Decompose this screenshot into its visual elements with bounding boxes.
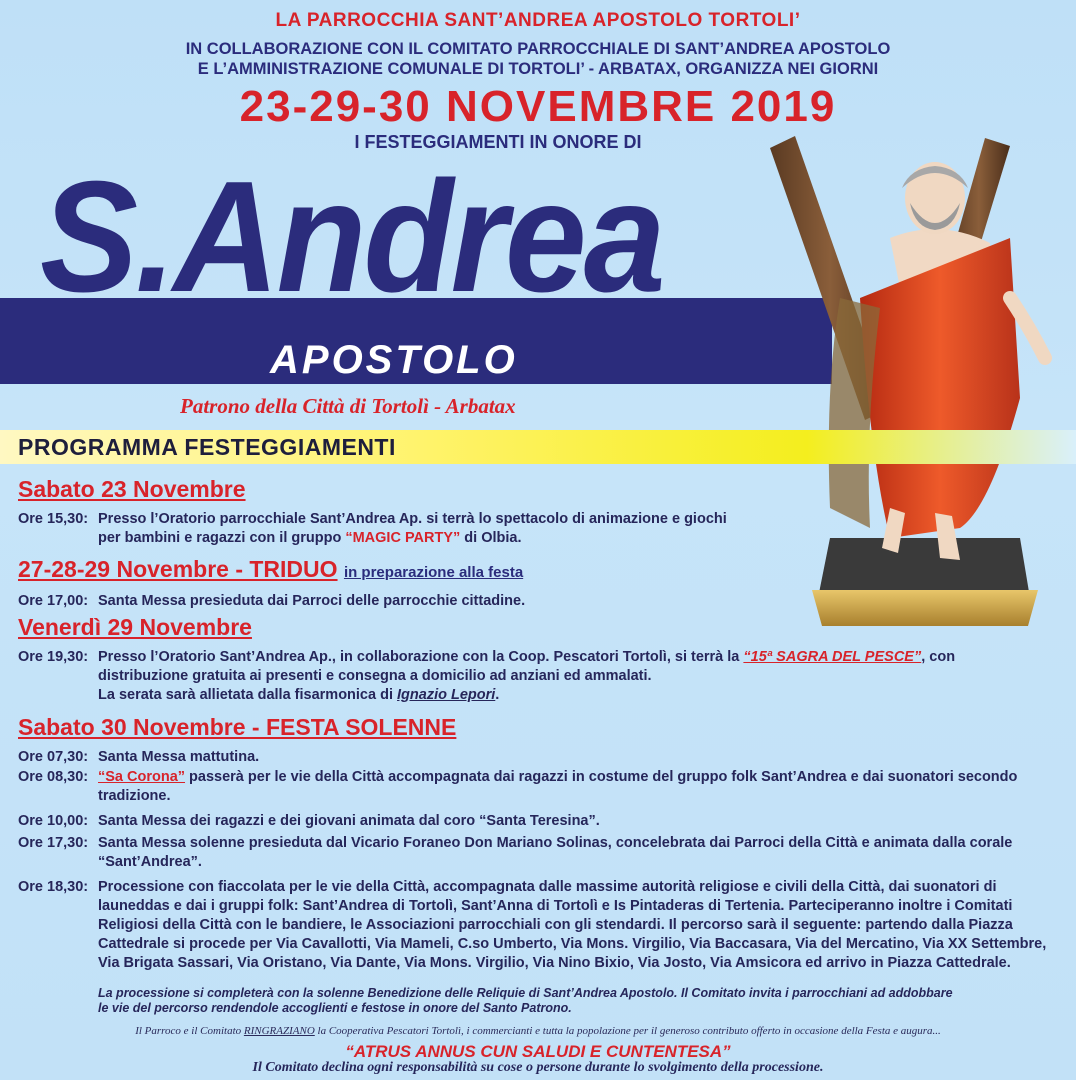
magic-party-highlight: “MAGIC PARTY”: [345, 530, 461, 546]
event-row-1730: [18, 834, 1048, 872]
event-time: Ore 07,30:: [18, 749, 89, 765]
event-time: Ore 17,00:: [18, 593, 89, 609]
section-title-sat23: Sabato 23 Novembre: [18, 476, 246, 502]
event-text: Santa Messa dei ragazzi e dei giovani animata dal coro “Santa Teresina”.: [98, 813, 600, 829]
disclaimer: Il Comitato declina ogni responsabilità su cose o persone durante lo svolgimento della processione.: [252, 1060, 824, 1075]
event-text: “Sa Corona” passerà per le vie della Città accompagnata dai ragazzi in costume del gruppo folk Sant’Andrea e dai suonatori secondo tradizione.: [98, 769, 1018, 804]
patron-line: Patrono della Città di Tortolì - Arbatax: [180, 394, 516, 418]
event-row-1530: [18, 510, 1048, 548]
event-row-1930: [18, 648, 1048, 705]
saint-subtitle: APOSTOLO: [270, 338, 518, 382]
sa-corona-highlight: “Sa Corona”: [98, 769, 186, 785]
event-row-0730: [18, 748, 1048, 767]
thanks-line: Il Parroco e il Comitato RINGRAZIANO la Cooperativa Pescatori Tortolì, i commercianti e tutta la popolazione per il generoso contributo offerto in occasione della Festa e augura...: [135, 1025, 941, 1037]
sagra-highlight: “15ª SAGRA DEL PESCE”: [743, 649, 922, 665]
event-time: Ore 18,30:: [18, 879, 89, 895]
section-title-fri29: Venerdì 29 Novembre: [18, 614, 252, 640]
motto: “ATRUS ANNUS CUN SALUDI E CUNTENTESA”: [345, 1042, 731, 1061]
event-row-1830: [18, 878, 1048, 973]
event-time: Ore 08,30:: [18, 769, 89, 785]
triduo-suffix: in preparazione alla festa: [343, 564, 524, 581]
program-heading: PROGRAMMA FESTEGGIAMENTI: [18, 434, 396, 460]
event-time: Ore 17,30:: [18, 835, 89, 851]
event-text: Processione con fiaccolata per le vie della Città, accompagnata dalle massime autorità religiose e civili della Città, dai suonatori di launeddas e dai i gruppi folk: Sant’Andrea di Tortolì, Sant’Anna di Tortolì e Is Pintaderas di Tertenia. Parteciperanno inoltre i Comitati Religiosi della Città con le bandiere, le Associazioni parrocchiali con gli stendardi. Il percorso sarà il seguente: partendo dalla Piazza Cattedrale si procede per Via Cavallotti, Via Mameli, C.so Umberto, Via Mons. Virgilio, Via Baccasara, Via del Mercatino, Via XX Settembre, Via Brigata Sassari, Via Oristano, Via Dante, Via Mons. Virgilio, Via Nino Bixio, Via Josto, Via Amsicora ed arrivo in Piazza Cattedrale.: [98, 879, 1047, 971]
section-title-sat30: Sabato 30 Novembre - FESTA SOLENNE: [18, 714, 457, 740]
event-text: Presso l’Oratorio Sant’Andrea Ap., in collaborazione con la Coop. Pescatori Tortolì, si terrà la “15ª SAGRA DEL PESCE”, con distribuzione gratuita ai presenti e consegna a domicilio ad anziani ed ammalati. La serata sarà allietata dalla fisarmonica di Ignazio Lepori.: [98, 649, 956, 703]
event-text: Presso l’Oratorio parrocchiale Sant’Andrea Ap. si terrà lo spettacolo di animazione e giochi per bambini e ragazzi con il gruppo “MAGIC PARTY” di Olbia.: [98, 511, 727, 546]
event-row-0830: [18, 768, 1048, 806]
event-time: Ore 15,30:: [18, 511, 89, 527]
musician-name: Ignazio Lepori: [397, 687, 496, 703]
saint-statue-image: [770, 128, 1060, 638]
section-title-triduo: 27-28-29 Novembre - TRIDUO in preparazione alla festa: [18, 556, 524, 582]
header-line-1: LA PARROCCHIA SANT’ANDREA APOSTOLO TORTOLI’: [275, 10, 801, 31]
event-row-1000: [18, 812, 1048, 831]
honor-line: I FESTEGGIAMENTI IN ONORE DI: [354, 132, 642, 152]
procession-note: La processione si completerà con la solenne Benedizione delle Reliquie di Sant’Andrea Apostolo. Il Comitato invita i parrocchiani ad addobbare le vie del percorso rendendole accoglienti e festose in onore del Santo Patrono.: [98, 986, 953, 1015]
event-time: Ore 19,30:: [18, 649, 89, 665]
header-line-3: E L’AMMINISTRAZIONE COMUNALE DI TORTOLI’ - ARBATAX, ORGANIZZA NEI GIORNI: [197, 60, 879, 78]
event-dates: 23-29-30 NOVEMBRE 2019: [239, 82, 837, 131]
event-text: Santa Messa solenne presieduta dal Vicario Foraneo Don Mariano Solinas, concelebrata dai Parroci della Città e animata dalla corale “Sant’Andrea”.: [98, 835, 1013, 870]
event-time: Ore 10,00:: [18, 813, 89, 829]
event-text: Santa Messa presieduta dai Parroci delle parrocchie cittadine.: [98, 593, 526, 609]
event-text: Santa Messa mattutina.: [98, 749, 260, 765]
header-line-2: IN COLLABORAZIONE CON IL COMITATO PARROCCHIALE DI SANT’ANDREA APOSTOLO: [185, 40, 891, 58]
saint-title: S.Andrea: [40, 149, 663, 325]
event-row-1700: [18, 592, 1048, 611]
